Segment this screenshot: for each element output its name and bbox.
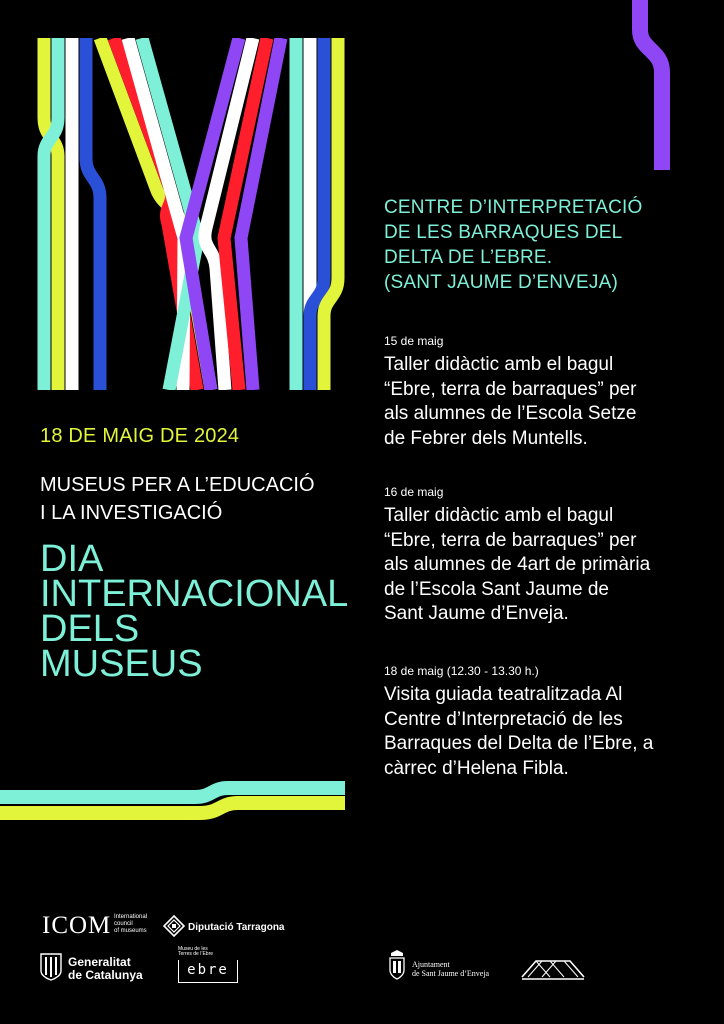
event-line: càrrec d’Helena Fibla. — [384, 757, 569, 779]
event-description — [384, 353, 714, 451]
subtitle-line: MUSEUS PER A L’EDUCACIÓ — [40, 474, 315, 496]
centre-title-line: (SANT JAUME D’ENVEJA) — [384, 272, 618, 293]
ajuntament-line: de Sant Jaume d’Enveja — [412, 969, 490, 978]
event-line: als alumnes de 4art de primària — [384, 554, 651, 575]
diputacio-emblem-icon — [163, 915, 185, 937]
event-description — [384, 504, 714, 627]
icom-sub-line: council — [114, 921, 133, 927]
centre-title — [384, 195, 642, 295]
event-line: Sant Jaume d’Enveja. — [384, 603, 569, 624]
centre-title-line: DE LES BARRAQUES DEL — [384, 222, 623, 243]
title-line: DELS — [40, 608, 140, 650]
event-item — [384, 664, 714, 781]
event-line: “Ebre, terra de barraques” per — [384, 529, 637, 551]
subtitle-line: I LA INVESTIGACIÓ — [40, 502, 223, 524]
title-line: DIA — [40, 538, 104, 580]
event-line: Centre d’Interpretació de les — [384, 708, 623, 730]
purple-ribbon-decoration — [630, 0, 690, 170]
event-line: de Febrer dels Muntells. — [384, 427, 588, 449]
ajuntament-crest-icon — [388, 950, 406, 980]
icom-logo-subtitle — [114, 914, 147, 935]
poster-title — [40, 538, 349, 685]
barraques-roof-icon — [520, 955, 586, 983]
event-line: Visita guiada teatralitzada Al — [384, 684, 623, 705]
event-line: de l’Escola Sant Jaume de — [384, 578, 609, 600]
poster-subtitle — [40, 471, 315, 527]
centre-title-line: DELTA DE L’EBRE. — [384, 247, 553, 268]
event-item — [384, 334, 714, 451]
event-description — [384, 683, 714, 781]
title-line: INTERNACIONAL — [40, 573, 349, 615]
event-item — [384, 485, 714, 627]
ajuntament-logo — [412, 960, 489, 978]
event-line: “Ebre, terra de barraques” per — [384, 378, 637, 400]
museu-terres-ebre-label — [178, 947, 213, 957]
yellow-mint-ribbon-decoration — [0, 770, 345, 840]
generalitat-line: Generalitat — [68, 955, 131, 969]
diputacio-tarragona-logo: Diputació Tarragona — [188, 922, 285, 933]
generalitat-logo — [68, 956, 143, 982]
museum-m-logo — [36, 38, 346, 390]
ebre-logo: ebre — [187, 962, 229, 978]
centre-title-line: CENTRE D’INTERPRETACIÓ — [384, 197, 643, 218]
event-line: als alumnes de l’Escola Setze — [384, 403, 637, 424]
icom-sub-line: International — [114, 914, 148, 920]
generalitat-emblem-icon — [40, 953, 62, 981]
event-line: Taller didàctic amb el bagul — [384, 354, 614, 375]
ajuntament-line: Ajuntament — [412, 960, 450, 969]
icom-sub-line: of museums — [114, 928, 147, 934]
ebre-logo-frame — [178, 960, 238, 983]
event-date-main: 18 DE MAIG DE 2024 — [40, 425, 240, 447]
generalitat-line: de Catalunya — [68, 968, 143, 982]
title-line: MUSEUS — [40, 643, 203, 685]
museu-label-line: Museu de les — [178, 946, 208, 952]
museu-label-line: Terres de l’Ebre — [178, 951, 214, 957]
event-date: 18 de maig (12.30 - 13.30 h.) — [384, 664, 539, 678]
icom-logo: ICOM — [42, 912, 112, 939]
event-date: 15 de maig — [384, 334, 444, 348]
event-line: Barraques del Delta de l’Ebre, a — [384, 733, 654, 754]
event-date: 16 de maig — [384, 485, 444, 499]
event-line: Taller didàctic amb el bagul — [384, 505, 614, 526]
